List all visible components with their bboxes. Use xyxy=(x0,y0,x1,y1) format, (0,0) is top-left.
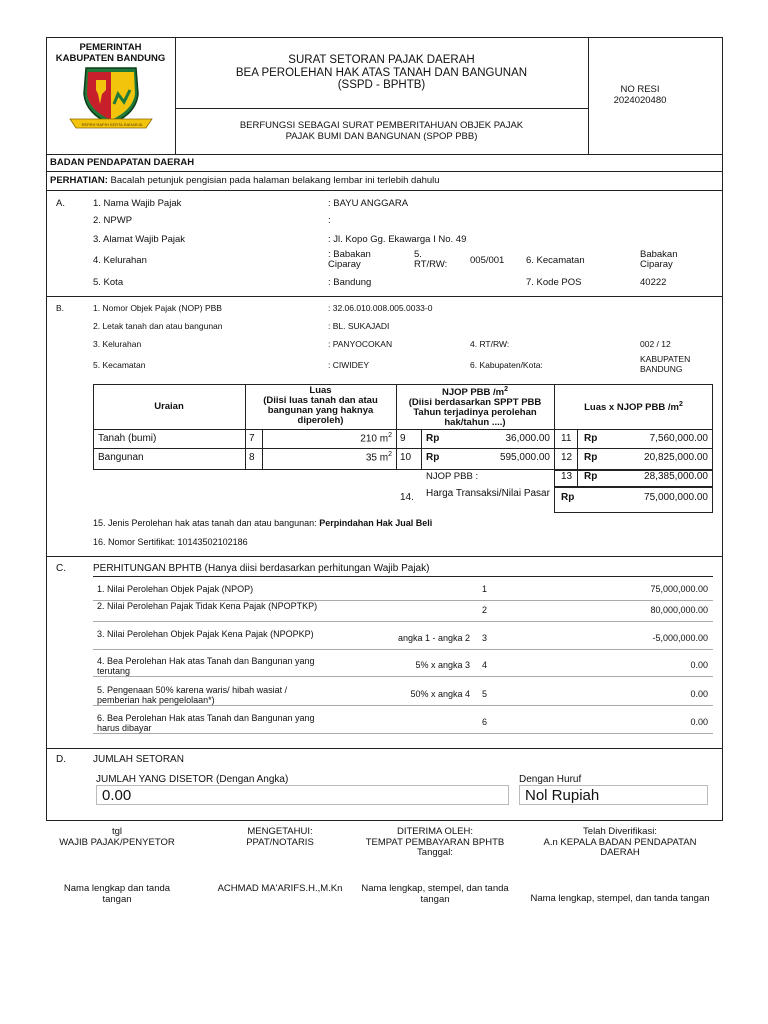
row-tanah-total: 7,560,000.00 xyxy=(649,433,708,444)
calc-row-formula: 50% x angka 4 xyxy=(410,689,470,699)
section-d-letter: D. xyxy=(56,754,66,765)
header-total: Luas x NJOP PBB $/m^2$ xyxy=(584,401,683,414)
signature-notary-name: ACHMAD MA'ARIFS.H.,M.Kn xyxy=(217,883,343,894)
header-njop: NJOP PBB $/m^2$ (Diisi berdasarkan SPPT PBB Tahun terjadinya perolehan hak/tahun ....) xyxy=(408,386,542,429)
object-rtrw: 002 / 12 xyxy=(640,339,671,349)
section-b-letter: B. xyxy=(56,303,65,313)
object-location: : BL. SUKAJADI xyxy=(328,321,390,331)
njop-total: 28,385,000.00 xyxy=(644,471,708,482)
calc-row-label: 3. Nilai Perolehan Objek Pajak Kena Pajak (NPOPKP) xyxy=(97,629,314,639)
logo-motto: REPEH RAPIH KERTA RAHARJA xyxy=(81,122,143,127)
calc-row-value: -5,000,000.00 xyxy=(652,633,708,643)
form-subtitle: BERFUNGSI SEBAGAI SURAT PEMBERITAHUAN OBJEK PAJAK PAJAK BUMI DAN BANGUNAN (SPOP PBB) xyxy=(239,120,524,142)
government-name: PEMERINTAH KABUPATEN BANDUNG xyxy=(55,42,166,64)
section-a-letter: A. xyxy=(56,198,65,209)
calc-row-number: 6 xyxy=(482,717,488,727)
taxpayer-postcode: 40222 xyxy=(640,277,667,288)
row-bangunan-label: Bangunan xyxy=(98,452,144,463)
agency-name: BADAN PENDAPATAN DAERAH xyxy=(50,157,195,168)
taxpayer-kecamatan: Babakan Ciparay xyxy=(640,249,678,270)
row-tanah-label: Tanah (bumi) xyxy=(98,433,157,444)
nomor-sertifikat: 16. Nomor Sertifikat: 10143502102186 xyxy=(93,537,248,547)
calc-row-label: 6. Bea Perolehan Hak atas Tanah dan Bangunan yang harus dibayar xyxy=(97,713,315,733)
row-bangunan-njop: 595,000.00 xyxy=(499,452,550,463)
section-d-title: JUMLAH SETORAN xyxy=(93,754,184,765)
taxpayer-name: : BAYU ANGGARA xyxy=(328,198,409,209)
harga-transaksi-label: Harga Transaksi/Nilai Pasar xyxy=(426,488,550,499)
object-kelurahan: : PANYOCOKAN xyxy=(328,339,393,349)
calc-row-value: 80,000,000.00 xyxy=(650,605,708,615)
signature-verifier-name: Nama lengkap, stempel, dan tanda tangan xyxy=(530,893,710,904)
calc-row-label: 1. Nilai Perolehan Objek Pajak (NPOP) xyxy=(97,584,254,594)
calc-row-label: 4. Bea Perolehan Hak atas Tanah dan Bangunan yang terutang xyxy=(97,656,315,676)
header-uraian: Uraian xyxy=(154,401,184,412)
calc-row-value: 75,000,000.00 xyxy=(650,584,708,594)
notice: PERHATIAN: Bacalah petunjuk pengisian pada halaman belakang lembar ini terlebih dahulu xyxy=(50,175,440,186)
taxpayer-address: : Jl. Kopo Gg. Ekawarga I No. 49 xyxy=(328,234,467,245)
calc-row-value: 0.00 xyxy=(690,717,708,727)
row-bangunan-luas: 35 $m^2$ xyxy=(365,451,392,464)
title-line-3: (SSPD - BPHTB) xyxy=(337,79,426,91)
header-luas: Luas (Diisi luas tanah dan atau bangunan yang haknya diperoleh) xyxy=(263,385,378,426)
calc-row-label: 2. Nilai Perolehan Pajak Tidak Kena Pajak (NPOPTKP) xyxy=(97,601,318,611)
taxpayer-kelurahan: : Babakan Ciparay xyxy=(328,249,371,270)
row-tanah-luas: 210 $m^2$ xyxy=(360,432,392,445)
object-kecamatan: : CIWIDEY xyxy=(328,360,370,370)
signature-taxpayer-title: tgl WAJIB PAJAK/PENYETOR xyxy=(59,826,175,848)
npwp-value: : xyxy=(328,215,331,226)
calc-row-label: 5. Pengenaan 50% karena waris/ hibah wasiat / pemberian hak pengelolaan*) xyxy=(97,685,288,705)
signature-taxpayer-name: Nama lengkap dan tanda tangan xyxy=(63,883,171,905)
signature-receiver-title: DITERIMA OLEH: TEMPAT PEMBAYARAN BPHTB Tanggal: xyxy=(365,826,505,858)
jenis-perolehan: 15. Jenis Perolehan hak atas tanah dan atau bangunan: Perpindahan Hak Jual Beli xyxy=(93,518,433,528)
calc-row-number: 4 xyxy=(482,660,488,670)
taxpayer-rtrw: 005/001 xyxy=(470,255,505,266)
row-tanah-njop: 36,000.00 xyxy=(505,433,550,444)
calc-row-number: 1 xyxy=(482,584,488,594)
amount-words-field[interactable]: Nol Rupiah xyxy=(519,785,708,805)
calc-row-formula: 5% x angka 3 xyxy=(415,660,470,670)
signature-notary-title: MENGETAHUI: PPAT/NOTARIS xyxy=(246,826,314,848)
calc-row-value: 0.00 xyxy=(690,660,708,670)
title-line-2: BEA PEROLEHAN HAK ATAS TANAH DAN BANGUNAN xyxy=(235,66,528,79)
nop-value: : 32.06.010.008.005.0033-0 xyxy=(328,303,433,313)
calc-row-formula: angka 1 - angka 2 xyxy=(397,633,470,643)
object-kabupaten: KABUPATEN BANDUNG xyxy=(640,354,691,374)
signature-verifier-title: Telah Diverifikasi: A.n KEPALA BADAN PENDAPATAN DAERAH xyxy=(543,826,697,858)
section-c-title: PERHITUNGAN BPHTB (Hanya diisi berdasarkan perhitungan Wajib Pajak) xyxy=(93,563,430,574)
receipt-number: NO RESI 2024020480 xyxy=(613,84,667,106)
harga-transaksi-value: 75,000,000.00 xyxy=(644,492,708,503)
calc-row-number: 5 xyxy=(482,689,488,699)
taxpayer-kota: : Bandung xyxy=(328,277,372,288)
amount-number-field[interactable]: 0.00 xyxy=(96,785,509,805)
calc-row-number: 3 xyxy=(482,633,488,643)
calc-row-number: 2 xyxy=(482,605,488,615)
title-line-1: SURAT SETORAN PAJAK DAERAH xyxy=(288,54,475,66)
form-title xyxy=(176,54,587,92)
section-c-letter: C. xyxy=(56,563,66,574)
row-bangunan-total: 20,825,000.00 xyxy=(644,452,708,463)
calc-row-value: 0.00 xyxy=(690,689,708,699)
signature-receiver-name: Nama lengkap, stempel, dan tanda tangan xyxy=(361,883,509,905)
